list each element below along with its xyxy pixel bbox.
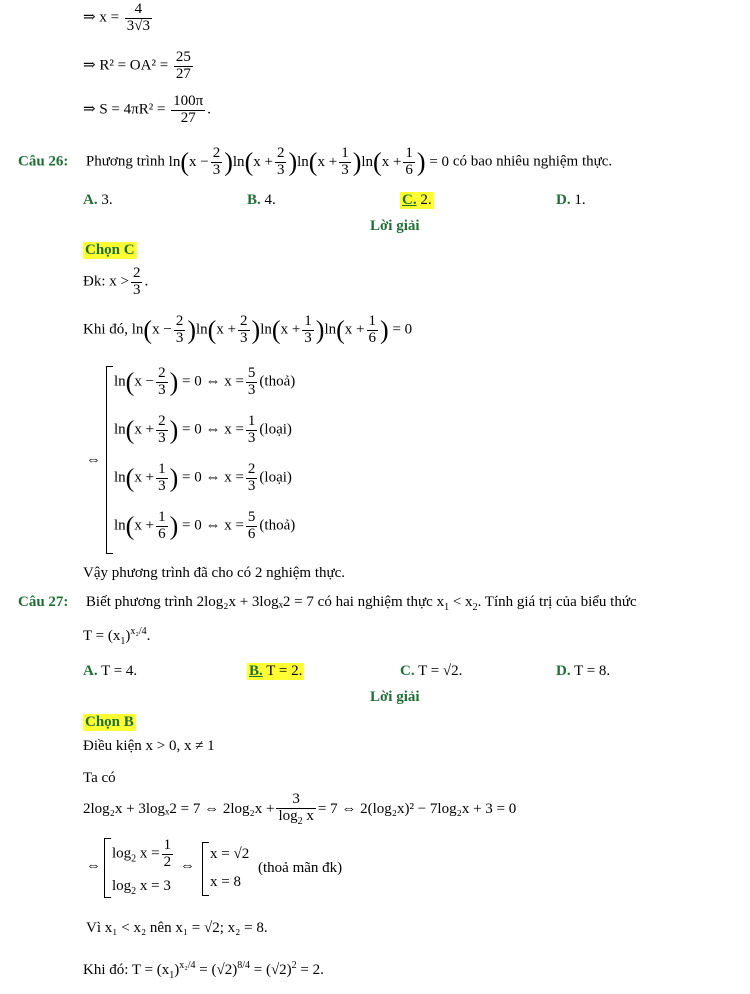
option-a[interactable]: A. 3. <box>83 192 113 208</box>
domain-condition: Đk: x > $\frac{2}{3}$ . <box>83 265 149 298</box>
case-row: ln(x + $\frac{1}{6}$ ) = 0 ⇔ x = $\frac{5}{6}$ (thoả) <box>114 509 296 542</box>
case-row: $\log_2 x$ = $\frac{1}{2}$ <box>112 837 172 870</box>
equivalence-sign: ⇔ <box>180 858 195 874</box>
we-have: Ta có <box>83 770 116 786</box>
option-c[interactable]: C. 2. <box>402 192 432 208</box>
fraction: $\frac{25}{27}$ <box>175 49 191 82</box>
final-line: Khi đó: $T = (x_1)^{x_2/4} = (√2)^{8/4} = (√2)^2 = 2$. <box>83 960 324 981</box>
case-row: ln(x − $\frac{2}{3}$ ) = 0 ⇔ x = $\frac{5}{3}$ (thoả) <box>114 365 296 398</box>
top-line-1: ⇒ x = $\frac{4}{3√3}$ <box>83 1 151 34</box>
option-d[interactable]: D. 1. <box>556 192 586 208</box>
case-bracket <box>104 838 111 898</box>
question-26: Câu 26: Phương trình ln(x − $\frac{2}{3}$ )ln(x + $\frac{2}{3}$ )ln(x + $\frac{1}{3}$ )ln(x + $\frac{1}{6}$ ) = 0 có bao nhiêu nghiệm thực. <box>18 145 613 178</box>
answer-choice: Chọn C <box>85 242 135 258</box>
case-row: x = √2 <box>210 846 250 862</box>
condition-note: (thoả mãn đk) <box>258 860 343 876</box>
fraction: $\frac{100\pi}{27}$ <box>173 93 204 126</box>
option-b[interactable]: B. T = 2. <box>249 663 303 679</box>
equivalence-sign: ⇔ <box>86 858 101 874</box>
fraction: $\frac{4}{3√3}$ <box>126 1 151 34</box>
transform-line: 2log₂x + 3logₓ2 = 7 ⇔ 2log₂x + $\frac{3}{\log_2 x}$ = 7 ⇔ 2(log₂x)² − 7log₂x + 3 = 0 <box>83 791 517 827</box>
equivalence-sign: ⇔ <box>86 452 101 468</box>
question-27: Câu 27: Biết phương trình 2log₂x + 3logₓ2 = 7 có hai nghiệm thực $x_1 < x_2$. Tính giá trị của biểu thức <box>18 594 637 613</box>
expression-t: $T = (x_1)^{x_2/4}$. <box>83 626 151 647</box>
top-line-3: ⇒ S = 4πR² = $\frac{100\pi}{27}$ . <box>83 93 211 126</box>
answer-choice: Chọn B <box>85 714 134 730</box>
conclusion: Vậy phương trình đã cho có 2 nghiệm thực. <box>83 565 346 581</box>
since-line: Vì x₁ < x₂ nên x₁ = √2; x₂ = 8. <box>86 920 268 936</box>
question-label: Câu 27: <box>18 594 69 610</box>
question-text: Phương trình <box>85 153 165 170</box>
case-row: ln(x + $\frac{2}{3}$ ) = 0 ⇔ x = $\frac{1}{3}$ (loại) <box>114 413 292 446</box>
case-row: $\log_2 x = 3$ <box>112 878 171 897</box>
question-label: Câu 26: <box>18 153 69 170</box>
option-b[interactable]: B. 4. <box>247 192 276 208</box>
option-a[interactable]: A. T = 4. <box>83 663 138 679</box>
solution-title: Lời giải <box>370 689 420 705</box>
case-bracket <box>106 366 113 554</box>
case-row: ln(x + $\frac{1}{3}$ ) = 0 ⇔ x = $\frac{2}{3}$ (loại) <box>114 461 292 494</box>
top-line-2: ⇒ R² = OA² = $\frac{25}{27}$ <box>83 49 191 82</box>
option-d[interactable]: D. T = 8. <box>556 663 611 679</box>
option-c[interactable]: C. T = √2. <box>400 663 463 679</box>
case-row: x = 8 <box>210 874 241 890</box>
case-bracket <box>202 842 209 896</box>
when-line: Khi đó, ln(x − $\frac{2}{3}$ )ln(x + $\frac{2}{3}$ )ln(x + $\frac{1}{3}$ )ln(x + $\frac{1}{6}$ ) = 0 <box>83 313 413 346</box>
condition-line: Điều kiện x > 0, x ≠ 1 <box>83 738 215 754</box>
solution-title: Lời giải <box>370 218 420 234</box>
equation: ln(x − $\frac{2}{3}$ )ln(x + $\frac{2}{3}$ )ln(x + $\frac{1}{3}$ )ln(x + $\frac{1}{6}$ ) = 0 <box>168 145 453 178</box>
